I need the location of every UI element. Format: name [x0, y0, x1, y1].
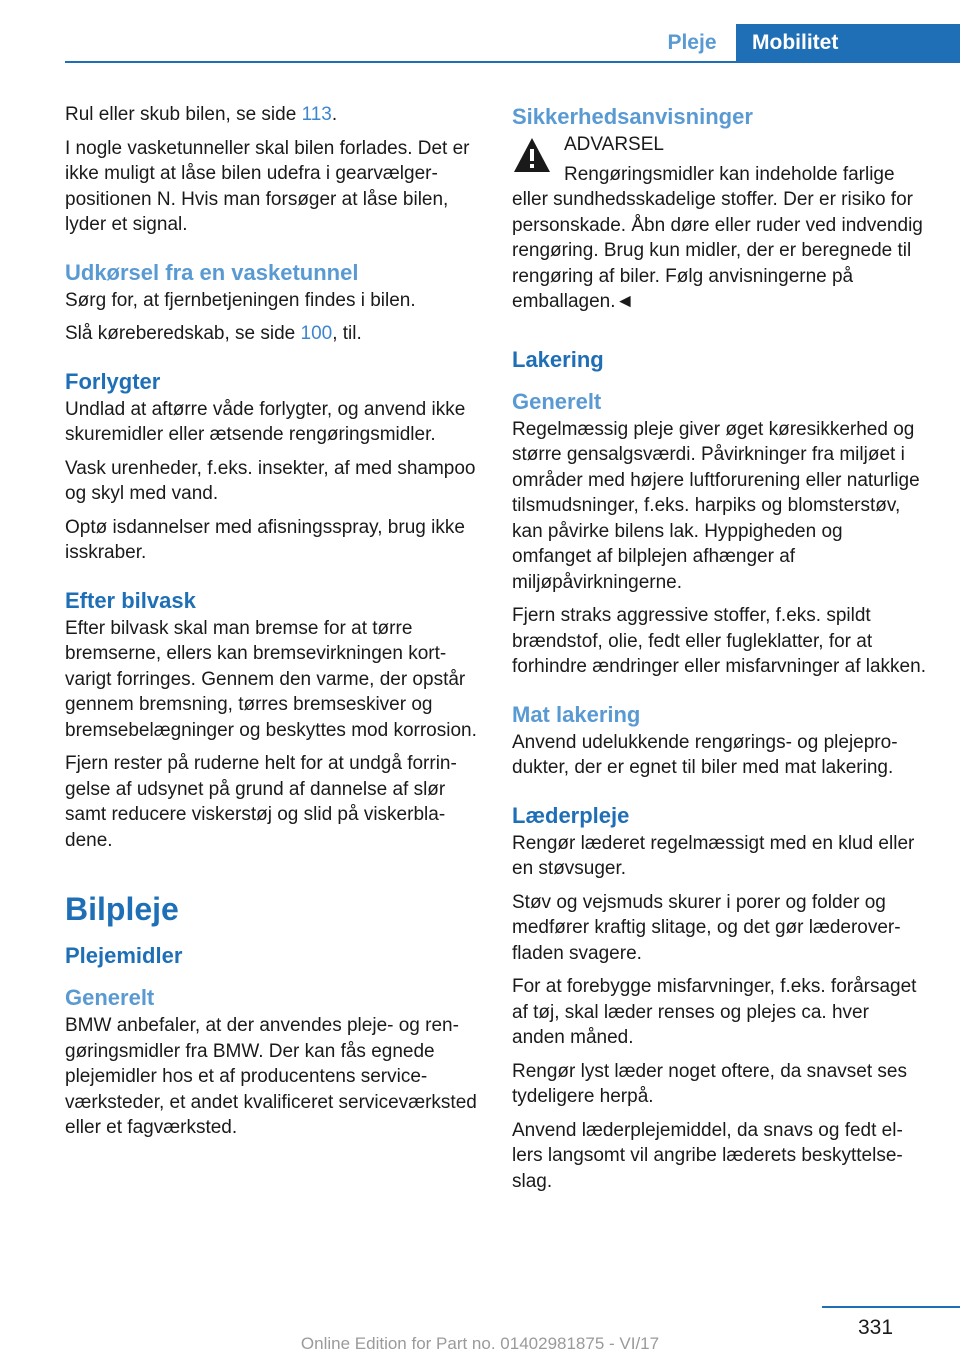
section-heading-sikkerhed: Sikkerhedsanvisninger — [512, 104, 753, 129]
section-heading-plejemidler: Plejemidler — [65, 943, 183, 968]
page-link-100[interactable]: 100 — [300, 323, 333, 344]
paragraph: Vask urenheder, f.eks. insekter, af med shampoo og skyl med vand. — [65, 457, 476, 504]
tab-mobilitet[interactable]: Mobilitet — [736, 24, 960, 63]
edition-footer: Online Edition for Part no. 01402981875 - VI/17 — [300, 1334, 660, 1353]
paragraph: Rul eller skub bilen, se side 113. — [65, 104, 338, 125]
page-link-113[interactable]: 113 — [301, 104, 332, 125]
warning-text: eller sundhedsskadelige stoffer. Der er risiko for personskade. Åbn døre eller ruder ved indvendig rengøring. Brug kun midler, der er beregnede til rengøring af biler. Følg anvisningerne på emballagen.◄ — [512, 189, 923, 312]
paragraph: Sørg for, at fjernbetjeningen findes i bilen. — [65, 289, 416, 311]
tab-pleje[interactable]: Pleje — [648, 24, 736, 61]
warning-text-first-line: Rengøringsmidler kan indeholde farlige — [564, 163, 895, 185]
section-heading-mat-lakering: Mat lakering — [512, 701, 641, 727]
left-column — [65, 102, 480, 1149]
warning-triangle-icon — [512, 136, 552, 174]
section-heading-generelt-lak: Generelt — [512, 388, 602, 414]
section-heading-generelt: Generelt — [65, 985, 155, 1010]
paragraph: For at forebygge misfarvninger, f.eks. forårsaget af tøj, skal læder renses og plejes ca. hver anden måned. — [512, 976, 917, 1048]
paragraph: Anvend læderplejemiddel, da snavs og fedt ellers langsomt vil angribe læderets beskyttelseslag. — [512, 1119, 903, 1192]
paragraph: Slå køreberedskab, se side 100, til. — [65, 323, 362, 344]
paragraph: Fjern rester på ruderne helt for at undgå forringelse af udsynet på grund af dannelse af slør samt reducere viskerstøj og slid på viskerbladene. — [65, 753, 457, 851]
paragraph: Fjern straks aggressive stoffer, f.eks. spildt brændstof, olie, fedt eller fugleklatter, for at forhindre ændringer eller misfarvninger af lakken. — [512, 605, 926, 677]
section-heading-forlygter: Forlygter — [65, 368, 161, 394]
paragraph: Rengør lyst læder noget oftere, da snavset ses tydeligere herpå. — [512, 1060, 907, 1107]
chapter-heading-bilpleje: Bilpleje — [65, 891, 179, 927]
section-heading-udkorsel: Udkørsel fra en vasketunnel — [65, 259, 359, 285]
section-heading-efter-bilvask: Efter bilvask — [65, 587, 196, 613]
page-number-rule — [822, 1306, 960, 1308]
section-heading-lakering: Lakering — [512, 346, 604, 372]
header-bar — [0, 24, 960, 62]
paragraph: Regelmæssig pleje giver øget køresikkerhed og større gensalgsværdi. Påvirkninger fra miljøet i områder med højere luftforurening eller naturlige tilsmudsninger, f.eks. harpiks og blomsterstøv, kan påvirke bilens lak. Hyppigheden og omfanget af bilplejen afhænger af miljøpåvirkningerne. — [512, 418, 920, 593]
warning-title: ADVARSEL — [564, 134, 664, 155]
page-number: 331 — [858, 1316, 894, 1339]
paragraph: Efter bilvask skal man bremse for at tørre bremserne, ellers kan bremsevirkningen kortvarigt forringes. Gennem den varme, der opstår gennem bremsning, tørres bremseskiver og bremsebelægninger og beskyttes mod korrosion. — [65, 617, 477, 741]
paragraph: Undlad at aftørre våde forlygter, og anvend ikke skuremidler eller ætsende rengøringsmidler. — [65, 398, 466, 445]
paragraph: Støv og vejsmuds skurer i porer og folder og medfører kraftig slitage, og det gør læderoverfladen svagere. — [512, 891, 901, 964]
paragraph: Rengør læderet regelmæssigt med en klud eller en støvsuger. — [512, 832, 915, 879]
paragraph: I nogle vasketunneller skal bilen forlades. Det er ikke muligt at låse bilen udefra i gearvælgerpositionen N. Hvis man forsøger at låse bilen, lyder et signal. — [65, 137, 470, 235]
paragraph: BMW anbefaler, at der anvendes pleje- og rengøringsmidler fra BMW. Der kan fås egnede plejemidler hos et af producentens serviceværksteder, et andet kvalificeret serviceværksted eller et fagværksted. — [65, 1015, 477, 1138]
right-column — [512, 102, 927, 1202]
paragraph: Optø isdannelser med afisningsspray, brug ikke isskraber. — [65, 516, 465, 563]
warning-box — [512, 132, 927, 315]
section-heading-laederpleje: Læderpleje — [512, 802, 630, 828]
paragraph: Anvend udelukkende rengørings- og plejeprodukter, der er egnet til biler med mat lakering. — [512, 731, 898, 778]
